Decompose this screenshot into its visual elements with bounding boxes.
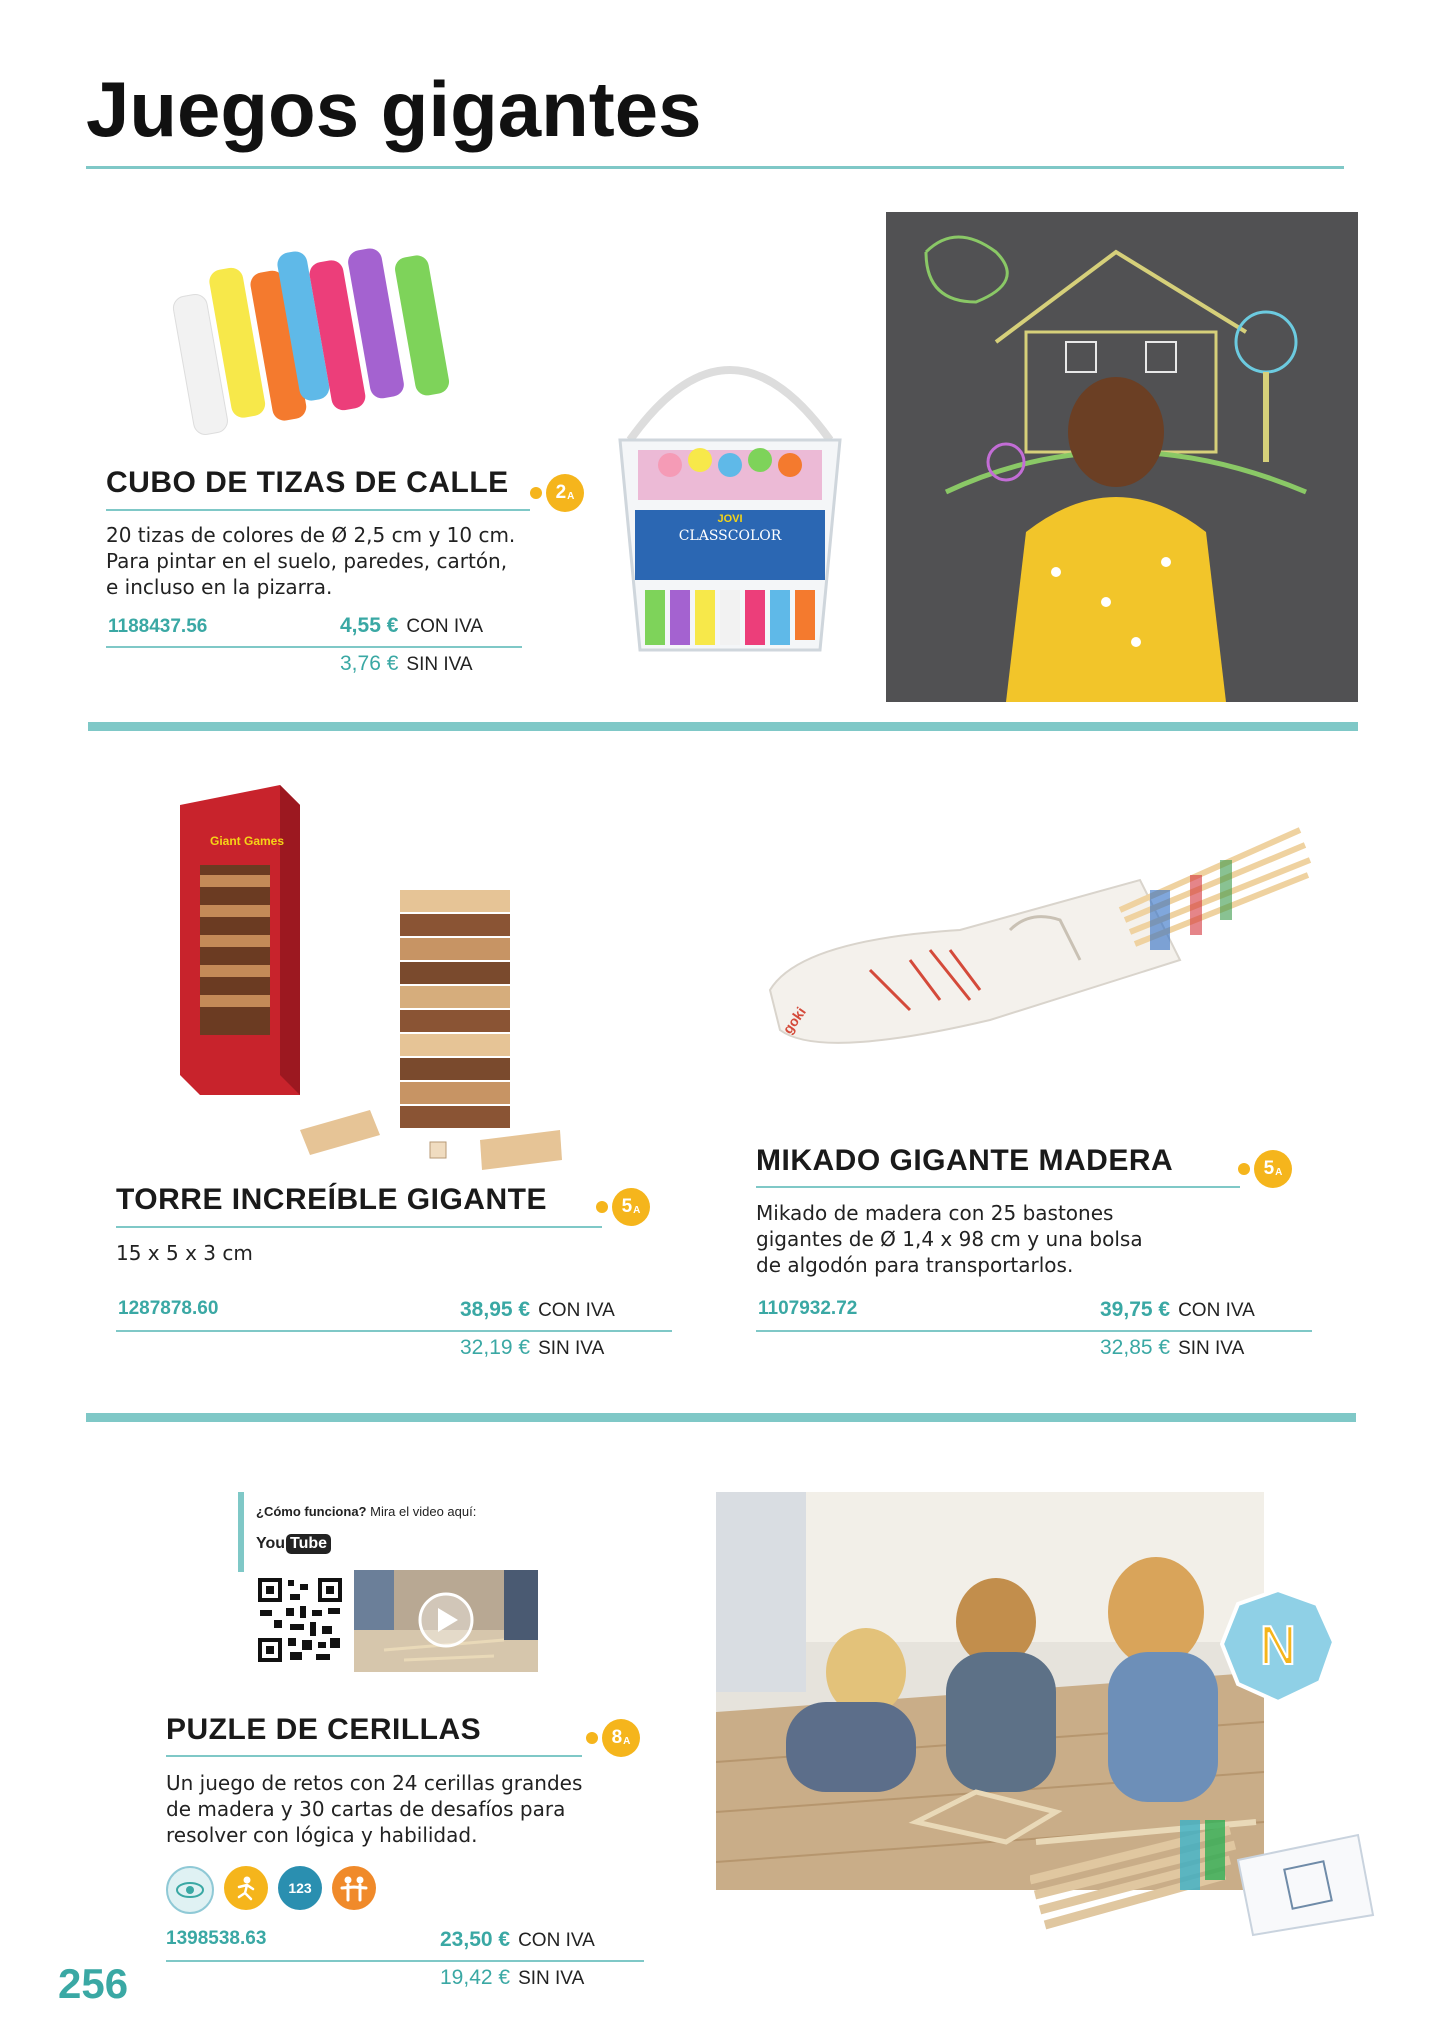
- bucket-label: CLASSCOLOR: [678, 528, 782, 544]
- price-label: CON IVA: [518, 1930, 595, 1951]
- product-description-mikado: [756, 1200, 1143, 1278]
- product-code-tower: 1287878.60: [118, 1298, 219, 1319]
- price-label: CON IVA: [1178, 1300, 1255, 1321]
- price-with-vat-mikado: [1100, 1298, 1255, 1322]
- product-code-puzzle: 1398538.63: [166, 1928, 267, 1949]
- title-underline: [86, 166, 1344, 169]
- age-badge-dot: [1238, 1163, 1250, 1175]
- feature-icons: [166, 1866, 376, 1914]
- price-label: SIN IVA: [518, 1968, 585, 1989]
- age-badge-circle: 8 A: [602, 1719, 640, 1757]
- child-drawing-photo: [886, 212, 1358, 702]
- product-description-tower: [116, 1240, 253, 1266]
- section-divider: [86, 1413, 1356, 1422]
- description-line: Mikado de madera con 25 bastones: [756, 1201, 1114, 1225]
- price-value: 39,75 €: [1100, 1298, 1171, 1321]
- video-callout-text: [256, 1504, 476, 1519]
- price-value: 3,76 €: [340, 652, 399, 675]
- age-badge-dot: [586, 1732, 598, 1744]
- description-line: 20 tizas de colores de Ø 2,5 cm y 10 cm.: [106, 523, 516, 547]
- section-divider: [88, 722, 1358, 731]
- video-hint: Mira el video aquí:: [370, 1504, 477, 1519]
- qr-code[interactable]: [256, 1576, 344, 1664]
- youtube-logo-you: You: [256, 1535, 286, 1552]
- wooden-tower-image: [290, 880, 570, 1180]
- price-value: 19,42 €: [440, 1966, 511, 1989]
- description-line: Un juego de retos con 24 cerillas grandes: [166, 1771, 583, 1795]
- numbers-icon-text: 123: [288, 1880, 312, 1896]
- product-name-rule: [166, 1755, 582, 1757]
- price-without-vat-tower: [460, 1336, 604, 1360]
- product-name-rule: [756, 1186, 1240, 1188]
- price-rule: [166, 1960, 644, 1962]
- numbers-icon: [278, 1866, 322, 1910]
- product-name-rule: [116, 1226, 602, 1228]
- page-number: 256: [58, 1960, 129, 2007]
- price-without-vat-puzzle: [440, 1966, 584, 1990]
- product-name-puzzle: PUZLE DE CERILLAS: [166, 1713, 482, 1746]
- bag-label: goki: [779, 1003, 809, 1037]
- video-thumbnail[interactable]: [354, 1570, 538, 1672]
- price-value: 4,55 €: [340, 614, 399, 637]
- challenge-card-image: [1228, 1830, 1378, 1940]
- price-rule: [106, 646, 522, 648]
- price-with-vat-puzzle: [440, 1928, 595, 1952]
- price-without-vat-mikado: [1100, 1336, 1244, 1360]
- price-without-vat-chalk: [340, 652, 473, 676]
- youtube-logo-tube: Tube: [286, 1534, 331, 1554]
- tower-box-image: [170, 775, 310, 1105]
- price-value: 32,19 €: [460, 1336, 531, 1359]
- description-line: resolver con lógica y habilidad.: [166, 1823, 478, 1847]
- age-badge-dot: [530, 487, 542, 499]
- video-callout-bar: [238, 1492, 244, 1572]
- price-label: CON IVA: [538, 1300, 615, 1321]
- age-badge-dot: [596, 1201, 608, 1213]
- tower-box-label: Giant Games: [210, 834, 285, 848]
- mikado-bag-image: [760, 820, 1320, 1070]
- description-line: Para pintar en el suelo, paredes, cartón,: [106, 549, 508, 573]
- age-badge-circle: 5 A: [1254, 1150, 1292, 1188]
- matches-bundle-image: [1030, 1800, 1240, 1930]
- age-badge-mikado: [1238, 1150, 1292, 1188]
- age-badge-circle: 5 A: [612, 1188, 650, 1226]
- description-line: de algodón para transportarlos.: [756, 1253, 1074, 1277]
- product-description-puzzle: [166, 1770, 582, 1848]
- chalk-sticks-image: [160, 235, 460, 435]
- youtube-logo: [256, 1534, 331, 1554]
- video-question: ¿Cómo funciona?: [256, 1504, 367, 1519]
- product-name-rule: [106, 509, 530, 511]
- product-code-chalk: 1188437.56: [108, 616, 208, 637]
- price-with-vat-chalk: [340, 614, 483, 638]
- product-code-mikado: 1107932.72: [758, 1298, 858, 1319]
- price-value: 23,50 €: [440, 1928, 511, 1951]
- age-badge-chalk: [530, 474, 584, 512]
- new-badge-letter: N: [1258, 1617, 1298, 1677]
- product-name-chalk: CUBO DE TIZAS DE CALLE: [106, 466, 509, 499]
- description-line: gigantes de Ø 1,4 x 98 cm y una bolsa: [756, 1227, 1143, 1251]
- price-label: SIN IVA: [538, 1338, 605, 1359]
- price-value: 38,95 €: [460, 1298, 531, 1321]
- new-product-badge: [1220, 1588, 1336, 1704]
- price-label: SIN IVA: [406, 654, 473, 675]
- price-label: CON IVA: [406, 616, 484, 637]
- price-rule: [116, 1330, 672, 1332]
- motor-skills-icon: [224, 1866, 268, 1910]
- bucket-brand: JOVI: [717, 513, 743, 525]
- description-line: de madera y 30 cartas de desafíos para: [166, 1797, 566, 1821]
- product-description-chalk: [106, 522, 515, 600]
- product-name-mikado: MIKADO GIGANTE MADERA: [756, 1144, 1174, 1177]
- price-with-vat-tower: [460, 1298, 615, 1322]
- description-line: 15 x 5 x 3 cm: [116, 1241, 253, 1265]
- price-label: SIN IVA: [1178, 1338, 1245, 1359]
- social-play-icon: [332, 1866, 376, 1910]
- age-badge-puzzle: [586, 1719, 640, 1757]
- description-line: e incluso en la pizarra.: [106, 575, 333, 599]
- age-badge-tower: [596, 1188, 650, 1226]
- visual-perception-icon: [166, 1866, 214, 1914]
- chalk-bucket-image: [600, 310, 860, 670]
- price-rule: [756, 1330, 1312, 1332]
- price-value: 32,85 €: [1100, 1336, 1171, 1359]
- page-title: Juegos gigantes: [86, 65, 702, 153]
- product-name-tower: TORRE INCREÍBLE GIGANTE: [116, 1183, 547, 1216]
- age-badge-circle: 2 A: [546, 474, 584, 512]
